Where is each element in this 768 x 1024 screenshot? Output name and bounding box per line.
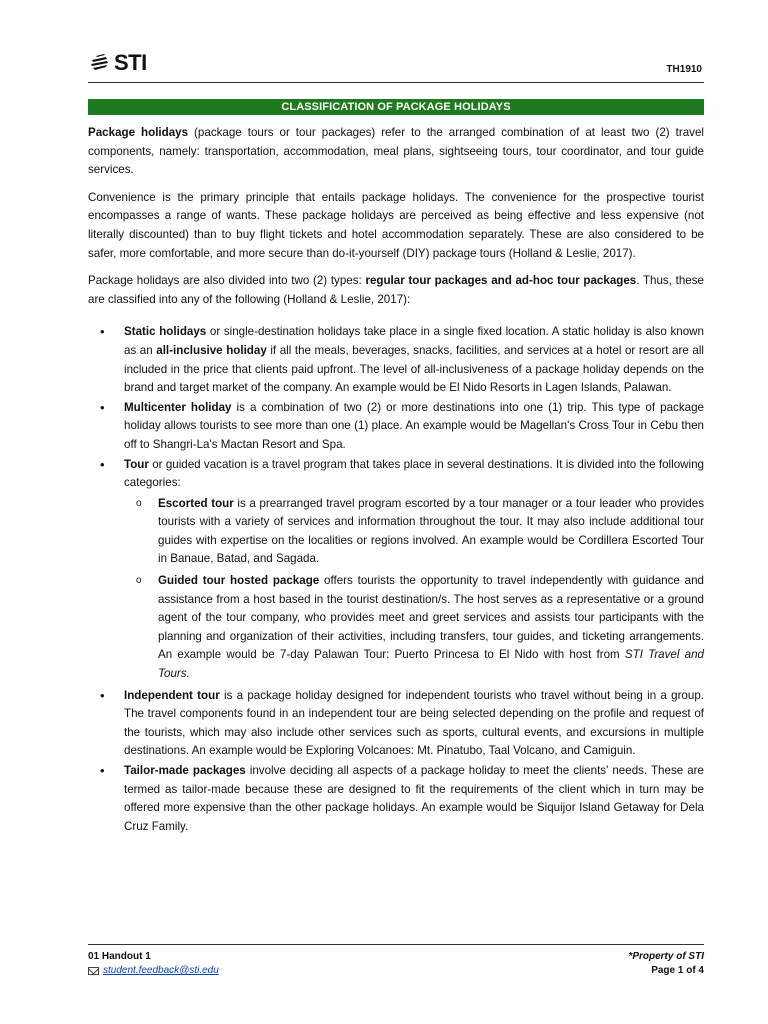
page-number: Page 1 of 4	[651, 965, 704, 976]
classification-list	[88, 323, 704, 836]
term-tailor-made: Tailor-made packages	[124, 764, 246, 777]
paragraph-text: (package tours or tour packages) refer to the arranged combination of at least two (2) travel components, namely: transportation, accommodation, meal plans, sightseeing tours, tour coordinator, and tour guide services.	[88, 126, 704, 177]
document-code: TH1910	[666, 64, 702, 75]
header-divider	[88, 82, 704, 83]
item-text: or guided vacation is a travel program that takes place in several destinations. It is divided into the following categories:	[124, 457, 704, 490]
list-item-independent	[88, 687, 704, 761]
feedback-email-link[interactable]: student.feedback@sti.edu	[103, 965, 219, 976]
item-text: involve deciding all aspects of a package holiday to meet the clients' needs. These are termed as tailor-made because these are designed to fit the requirements of the client which in turn may be offered more expensive than the other package holidays. An example would be Siquijor Island Getaway for Dela Cruz Family.	[124, 764, 704, 833]
sublist-item-escorted	[124, 495, 704, 569]
list-item-static	[88, 323, 704, 397]
section-title-banner: CLASSIFICATION OF PACKAGE HOLIDAYS	[88, 99, 704, 115]
paragraph-definition	[88, 124, 704, 180]
envelope-icon	[88, 967, 99, 975]
footer-right	[628, 950, 704, 978]
paragraph-types	[88, 272, 704, 309]
logo-text: STI	[114, 50, 147, 75]
item-text: is a package holiday designed for independent tourists who travel without being in a group. The travel components found in an independent tour are being selected depending on the profile and request of the tourists, which may also include other services such as sports, cultural events, and excursions in multiple destinations. An example would be Exploring Volcanoes: Mt. Pinatubo, Taal Volcano, and Camiguin.	[124, 688, 704, 758]
footer-left	[88, 950, 219, 980]
tour-sublist	[124, 495, 704, 684]
term-tour: Tour	[124, 457, 149, 471]
handout-label: 01 Handout 1	[88, 951, 151, 962]
term-all-inclusive: all-inclusive holiday	[156, 343, 267, 357]
paragraph-text: . Thus, these are classified into any of the following (Holland & Leslie, 2017):	[88, 274, 704, 306]
item-text: offers tourists the opportunity to travel independently with guidance and assistance from a host based in the tourist destination/s. The host serves as a representative or a ground agent of the tour company, who provides meet and greet services and assists tour participants with the planning and organization of their activities, including transfers, tour guides, and ticketing arrangements. An example would be 7-day Palawan Tour: Puerto Princesa to El Nido with host from	[158, 574, 704, 662]
item-text: is a combination of two (2) or more destinations into one (1) trip. This type of package holiday allows tourists to see more than one (1) place. An example would be Magellan's Cross Tour in Cebu then off to Shangri-La's Mactan Resort and Spa.	[124, 400, 704, 451]
footer-divider	[88, 944, 704, 945]
term-guided: Guided tour hosted package	[158, 574, 320, 588]
feedback-email	[88, 964, 219, 978]
page-header	[88, 48, 704, 80]
list-item-tailor-made	[88, 762, 704, 836]
list-item-tour	[88, 456, 704, 684]
company-name: STI Travel and Tours.	[158, 648, 704, 681]
term-package-holidays: Package holidays	[88, 126, 189, 139]
paragraph-convenience: Convenience is the primary principle that entails package holidays. The convenience for the prospective tourist encompasses a range of wants. These package holidays are perceived as being effective and less expensive (not literally discounted) than to buy flight tickets and hotel accommodation separately. These are also considered to be safer, more comfortable, and more secure than do-it-yourself (DIY) package tours (Holland & Leslie, 2017).	[88, 190, 704, 260]
sti-globe-icon	[88, 51, 112, 75]
term-multicenter: Multicenter holiday	[124, 400, 232, 414]
sti-logo	[88, 50, 147, 76]
property-label: *Property of STI	[628, 951, 704, 962]
term-static: Static holidays	[124, 325, 207, 339]
item-text: is a prearranged travel program escorted by a tour manager or a tour leader who provides tourists with a variety of services and information throughout the tour. It may also include additional tour guides with expertise on the localities or regions involved. An example would be Cordillera Escorted Tour in Banaue, Batad, and Sagada.	[158, 496, 704, 566]
term-independent: Independent tour	[124, 688, 220, 702]
document-body	[88, 124, 704, 837]
paragraph-text: Package holidays are also divided into two (2) types:	[88, 274, 366, 288]
item-text: or single-destination holidays take place in a single fixed location. A static holiday is also known as an	[124, 325, 704, 357]
term-tour-types: regular tour packages and ad-hoc tour packages	[365, 274, 637, 288]
list-item-multicenter	[88, 399, 704, 455]
term-escorted: Escorted tour	[158, 496, 234, 510]
item-text: if all the meals, beverages, snacks, facilities, and services at a hotel or resort are all included in the price that clients paid upfront. The level of all-inclusiveness of a package holiday depends on the brand and target market of the company. An example would be El Nido Resorts in Lagen Islands, Palawan.	[124, 343, 704, 395]
sublist-item-guided	[124, 572, 704, 684]
